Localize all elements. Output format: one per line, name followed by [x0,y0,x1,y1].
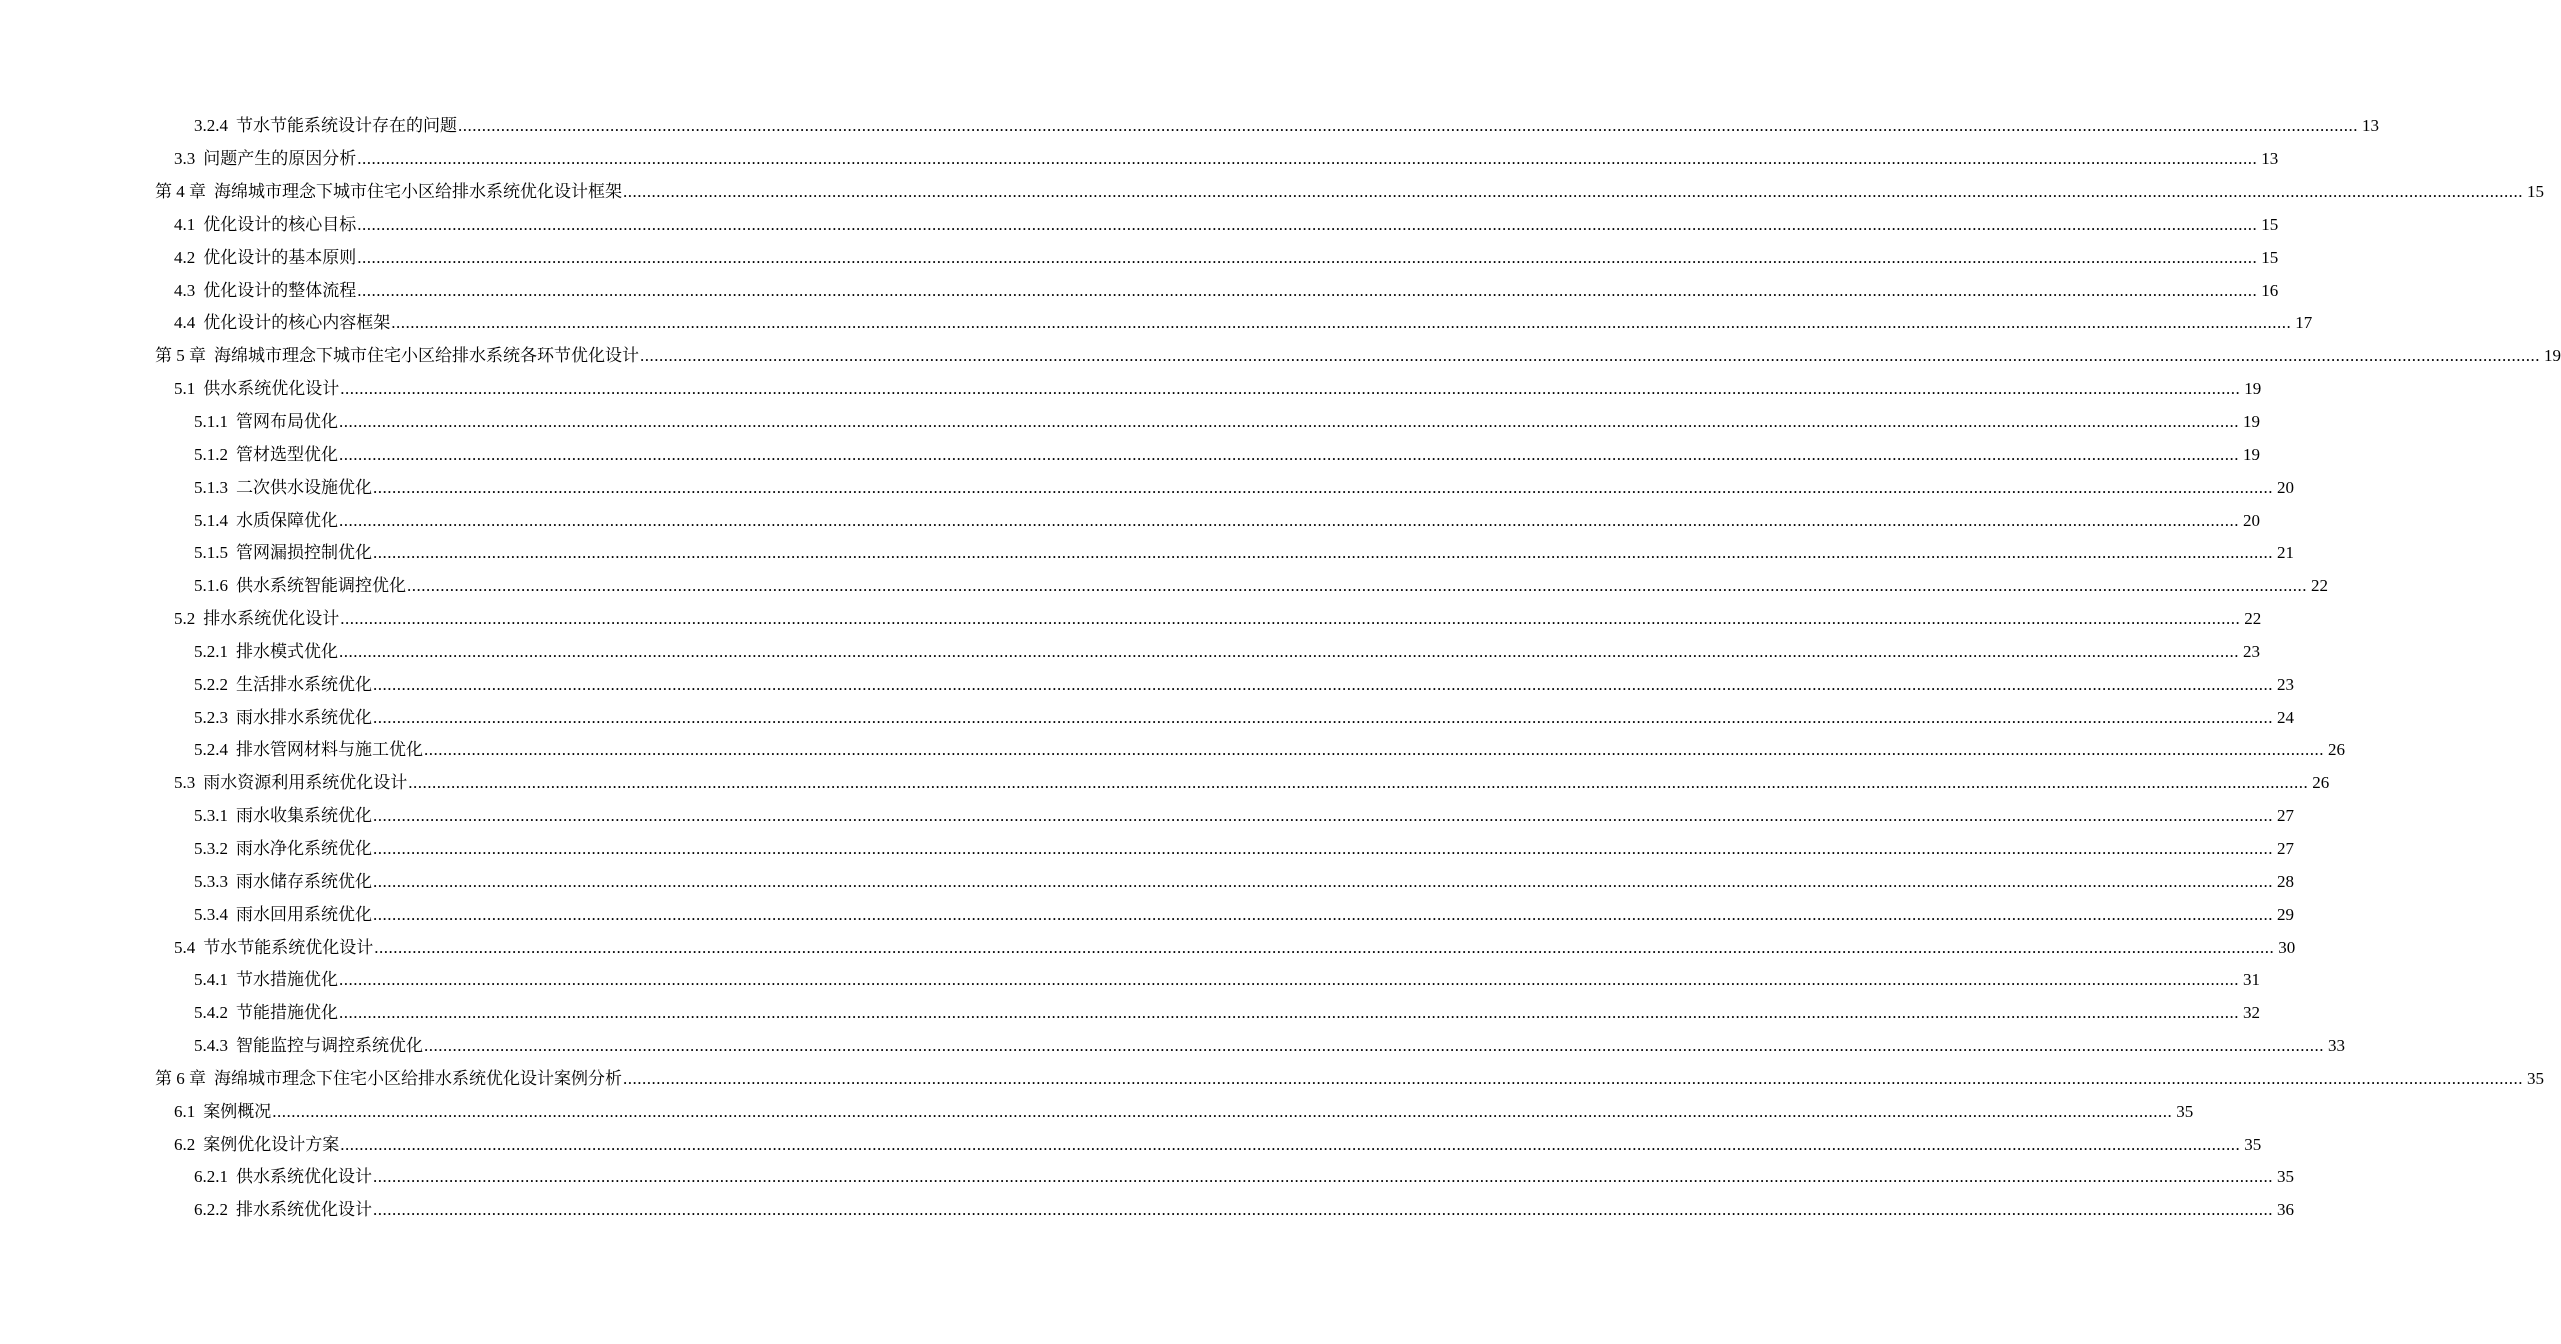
toc-entry-heading [194,116,457,136]
toc-subsection-entry[interactable] [0,471,2294,504]
toc-dot-leader: ................................................................................................................................................................................................................................................................................................................................................................................................................ [373,707,2273,727]
toc-entry-number: 5.2.4 [194,740,228,760]
toc-dot-leader: ................................................................................................................................................................................................................................................................................................................................................................................................................ [339,510,2239,530]
toc-entry-heading [174,938,373,958]
toc-subsection-entry[interactable] [0,734,2345,767]
toc-page-number: 23 [2277,674,2294,694]
toc-section-entry[interactable] [0,307,2313,340]
toc-section-entry[interactable] [0,931,2296,964]
toc-dot-leader: ................................................................................................................................................................................................................................................................................................................................................................................................................ [373,871,2273,891]
toc-dot-leader: ................................................................................................................................................................................................................................................................................................................................................................................................................ [623,182,2523,202]
toc-dot-leader: ................................................................................................................................................................................................................................................................................................................................................................................................................ [339,970,2239,990]
toc-entry-title: 雨水储存系统优化 [236,871,372,891]
toc-dot-leader: ................................................................................................................................................................................................................................................................................................................................................................................................................ [407,576,2307,596]
toc-entry-heading [155,182,622,202]
toc-entry-heading [174,1135,339,1155]
toc-entry-number: 5.3.1 [194,806,228,826]
toc-entry-heading [155,346,639,366]
toc-section-entry[interactable] [0,767,2330,800]
toc-entry-heading [194,872,372,892]
toc-entry-heading [194,1167,372,1187]
toc-entry-number: 5.1.4 [194,510,228,530]
toc-entry-title: 海绵城市理念下城市住宅小区给排水系统各环节优化设计 [214,346,639,366]
toc-dot-leader: ................................................................................................................................................................................................................................................................................................................................................................................................................ [272,1101,2173,1121]
toc-entry-number: 第 6 章 [155,1068,206,1088]
toc-entry-title: 优化设计的核心目标 [203,214,357,234]
toc-entry-title: 优化设计的核心内容框架 [203,313,391,333]
toc-page-number: 26 [2328,740,2345,760]
toc-entry-number: 6.2.1 [194,1167,228,1187]
toc-dot-leader: ................................................................................................................................................................................................................................................................................................................................................................................................................ [373,806,2273,826]
toc-entry-heading [194,905,372,925]
toc-entry-number: 3.3 [174,149,196,169]
toc-page-number: 13 [2261,149,2279,169]
toc-page-number: 15 [2261,214,2279,234]
toc-entry-title: 案例概况 [203,1101,272,1121]
toc-entry-title: 海绵城市理念下城市住宅小区给排水系统优化设计框架 [214,182,622,202]
toc-entry-heading [194,478,372,498]
toc-section-entry[interactable] [0,1095,2194,1128]
toc-entry-heading [194,708,372,728]
toc-entry-number: 4.2 [174,247,196,267]
toc-page-number: 19 [2243,444,2260,464]
toc-section-entry[interactable] [0,373,2262,406]
toc-page-number: 27 [2277,806,2294,826]
toc-entry-number: 5.4.2 [194,1003,228,1023]
toc-subsection-entry[interactable] [0,800,2294,833]
toc-entry-title: 雨水回用系统优化 [236,904,372,924]
toc-entry-heading [194,412,338,432]
toc-dot-leader: ................................................................................................................................................................................................................................................................................................................................................................................................................ [357,214,2258,234]
toc-chapter-entry[interactable] [0,1062,2544,1095]
toc-entry-title: 排水系统优化设计 [203,609,340,629]
toc-entry-title: 供水系统智能调控优化 [236,576,406,596]
toc-page-number: 27 [2277,838,2294,858]
toc-entry-number: 5.4 [174,937,196,957]
toc-entry-title: 节水节能系统优化设计 [203,937,374,957]
toc-entry-number: 5.1.3 [194,477,228,497]
toc-dot-leader: ................................................................................................................................................................................................................................................................................................................................................................................................................ [339,444,2239,464]
toc-page-number: 31 [2243,970,2260,990]
toc-entry-title: 管网漏损控制优化 [236,543,372,563]
toc-entry-number: 5.1.6 [194,576,228,596]
toc-entry-heading [194,511,338,531]
toc-entry-number: 4.3 [174,280,196,300]
toc-entry-title: 节水措施优化 [236,970,338,990]
toc-entry-title: 案例优化设计方案 [203,1134,340,1154]
toc-subsection-entry[interactable] [0,504,2260,537]
table-of-contents [0,110,2561,1227]
toc-chapter-entry[interactable] [0,176,2544,209]
toc-entry-title: 问题产生的原因分析 [203,149,357,169]
toc-entry-number: 6.2.2 [194,1200,228,1220]
toc-entry-heading [194,740,423,760]
toc-dot-leader: ................................................................................................................................................................................................................................................................................................................................................................................................................ [373,1200,2273,1220]
toc-dot-leader: ................................................................................................................................................................................................................................................................................................................................................................................................................ [424,740,2324,760]
toc-entry-title: 排水模式优化 [236,641,338,661]
toc-entry-number: 5.3.3 [194,871,228,891]
toc-subsection-entry[interactable] [0,1161,2294,1194]
toc-entry-title: 雨水排水系统优化 [236,707,372,727]
toc-entry-heading [194,445,338,465]
toc-entry-number: 4.1 [174,214,196,234]
toc-entry-title: 节能措施优化 [236,1003,338,1023]
toc-dot-leader: ................................................................................................................................................................................................................................................................................................................................................................................................................ [640,346,2540,366]
toc-entry-number: 5.3 [174,773,196,793]
toc-page-number: 26 [2312,773,2330,793]
toc-entry-number: 3.2.4 [194,116,228,136]
toc-page-number: 35 [2527,1068,2544,1088]
toc-page-number: 22 [2244,609,2262,629]
toc-page-number: 24 [2277,707,2294,727]
toc-entry-title: 管网布局优化 [236,412,338,432]
toc-dot-leader: ................................................................................................................................................................................................................................................................................................................................................................................................................ [340,1134,2241,1154]
toc-section-entry[interactable] [0,1128,2262,1161]
toc-entry-number: 5.2 [174,609,196,629]
toc-entry-heading [194,576,406,596]
toc-dot-leader: ................................................................................................................................................................................................................................................................................................................................................................................................................ [373,838,2273,858]
toc-entry-number: 第 4 章 [155,182,206,202]
toc-entry-heading [174,1102,271,1122]
toc-dot-leader: ................................................................................................................................................................................................................................................................................................................................................................................................................ [408,773,2309,793]
toc-dot-leader: ................................................................................................................................................................................................................................................................................................................................................................................................................ [373,477,2273,497]
toc-dot-leader: ................................................................................................................................................................................................................................................................................................................................................................................................................ [373,904,2273,924]
toc-page-number: 35 [2277,1167,2294,1187]
toc-subsection-entry[interactable] [0,537,2294,570]
toc-entry-number: 5.1.1 [194,412,228,432]
toc-entry-heading [174,313,390,333]
toc-page-number: 30 [2278,937,2296,957]
toc-entry-number: 6.1 [174,1101,196,1121]
toc-subsection-entry[interactable] [0,997,2260,1030]
toc-entry-heading [174,379,339,399]
toc-page-number: 17 [2295,313,2313,333]
toc-subsection-entry[interactable] [0,833,2294,866]
toc-entry-title: 排水管网材料与施工优化 [236,740,423,760]
toc-entry-heading [174,248,356,268]
toc-subsection-entry[interactable] [0,406,2260,439]
toc-page-number: 19 [2544,346,2561,366]
toc-subsection-entry[interactable] [0,1030,2345,1063]
toc-dot-leader: ................................................................................................................................................................................................................................................................................................................................................................................................................ [374,937,2275,957]
toc-entry-title: 水质保障优化 [236,510,338,530]
toc-entry-heading [194,1200,372,1220]
toc-page-number: 36 [2277,1200,2294,1220]
toc-page-number: 35 [2244,1134,2262,1154]
toc-page-number: 28 [2277,871,2294,891]
toc-subsection-entry[interactable] [0,668,2294,701]
toc-page-number: 21 [2277,543,2294,563]
toc-page-number: 15 [2527,182,2544,202]
toc-entry-number: 5.4.3 [194,1036,228,1056]
toc-entry-title: 雨水收集系统优化 [236,806,372,826]
toc-dot-leader: ................................................................................................................................................................................................................................................................................................................................................................................................................ [357,149,2258,169]
toc-page-number: 19 [2244,379,2262,399]
toc-entry-heading [194,1036,423,1056]
toc-entry-heading [194,970,338,990]
toc-section-entry[interactable] [0,209,2279,242]
toc-entry-heading [174,773,407,793]
toc-entry-title: 供水系统优化设计 [236,1167,372,1187]
toc-page-number: 20 [2243,510,2260,530]
toc-subsection-entry[interactable] [0,701,2294,734]
toc-entry-heading [174,281,356,301]
toc-entry-number: 第 5 章 [155,346,206,366]
toc-page-number: 35 [2176,1101,2194,1121]
toc-page-number: 13 [2362,116,2379,136]
toc-entry-heading [194,642,338,662]
toc-dot-leader: ................................................................................................................................................................................................................................................................................................................................................................................................................ [339,412,2239,432]
toc-subsection-entry[interactable] [0,570,2328,603]
toc-subsection-entry[interactable] [0,438,2260,471]
toc-entry-title: 节水节能系统设计存在的问题 [236,116,457,136]
toc-page-number: 20 [2277,477,2294,497]
toc-subsection-entry[interactable] [0,1194,2294,1227]
toc-entry-heading [194,839,372,859]
toc-dot-leader: ................................................................................................................................................................................................................................................................................................................................................................................................................ [458,116,2358,136]
toc-page-number: 15 [2261,247,2279,267]
toc-entry-heading [194,675,372,695]
toc-entry-title: 智能监控与调控系统优化 [236,1036,423,1056]
toc-dot-leader: ................................................................................................................................................................................................................................................................................................................................................................................................................ [424,1036,2324,1056]
toc-subsection-entry[interactable] [0,898,2294,931]
toc-entry-title: 海绵城市理念下住宅小区给排水系统优化设计案例分析 [214,1068,622,1088]
toc-entry-heading [194,806,372,826]
toc-dot-leader: ................................................................................................................................................................................................................................................................................................................................................................................................................ [357,280,2258,300]
toc-page-number: 16 [2261,280,2279,300]
toc-entry-title: 生活排水系统优化 [236,674,372,694]
toc-subsection-entry[interactable] [0,110,2379,143]
toc-section-entry[interactable] [0,143,2279,176]
toc-chapter-entry[interactable] [0,340,2561,373]
toc-entry-title: 雨水资源利用系统优化设计 [203,773,408,793]
toc-entry-number: 5.3.4 [194,904,228,924]
toc-page-number: 29 [2277,904,2294,924]
toc-dot-leader: ................................................................................................................................................................................................................................................................................................................................................................................................................ [373,543,2273,563]
toc-entry-heading [155,1069,622,1089]
toc-entry-number: 6.2 [174,1134,196,1154]
toc-entry-title: 供水系统优化设计 [203,379,340,399]
toc-entry-title: 排水系统优化设计 [236,1200,372,1220]
toc-page-number: 32 [2243,1003,2260,1023]
toc-dot-leader: ................................................................................................................................................................................................................................................................................................................................................................................................................ [339,1003,2239,1023]
toc-entry-title: 雨水净化系统优化 [236,838,372,858]
toc-subsection-entry[interactable] [0,636,2260,669]
toc-entry-title: 优化设计的基本原则 [203,247,357,267]
toc-entry-title: 二次供水设施优化 [236,477,372,497]
toc-entry-number: 5.1.2 [194,444,228,464]
toc-dot-leader: ................................................................................................................................................................................................................................................................................................................................................................................................................ [623,1068,2523,1088]
toc-entry-number: 5.1.5 [194,543,228,563]
toc-page-number: 33 [2328,1036,2345,1056]
toc-entry-number: 5.2.1 [194,641,228,661]
toc-dot-leader: ................................................................................................................................................................................................................................................................................................................................................................................................................ [339,641,2239,661]
toc-entry-heading [194,1003,338,1023]
toc-page-number: 19 [2243,412,2260,432]
toc-section-entry[interactable] [0,274,2279,307]
toc-dot-leader: ................................................................................................................................................................................................................................................................................................................................................................................................................ [357,247,2258,267]
toc-entry-number: 5.4.1 [194,970,228,990]
toc-dot-leader: ................................................................................................................................................................................................................................................................................................................................................................................................................ [373,1167,2273,1187]
toc-entry-heading [174,215,356,235]
toc-dot-leader: ................................................................................................................................................................................................................................................................................................................................................................................................................ [340,609,2241,629]
toc-section-entry[interactable] [0,603,2262,636]
toc-section-entry[interactable] [0,241,2279,274]
toc-page-number: 22 [2311,576,2328,596]
toc-entry-number: 5.1 [174,379,196,399]
toc-entry-number: 5.3.2 [194,838,228,858]
toc-entry-title: 管材选型优化 [236,444,338,464]
toc-entry-heading [174,149,356,169]
toc-dot-leader: ................................................................................................................................................................................................................................................................................................................................................................................................................ [340,379,2241,399]
toc-subsection-entry[interactable] [0,964,2260,997]
toc-page-number: 23 [2243,641,2260,661]
toc-entry-heading [174,609,339,629]
toc-entry-heading [194,543,372,563]
toc-subsection-entry[interactable] [0,865,2294,898]
toc-entry-number: 5.2.2 [194,674,228,694]
toc-entry-number: 4.4 [174,313,196,333]
toc-dot-leader: ................................................................................................................................................................................................................................................................................................................................................................................................................ [373,674,2273,694]
toc-entry-title: 优化设计的整体流程 [203,280,357,300]
toc-entry-number: 5.2.3 [194,707,228,727]
toc-dot-leader: ................................................................................................................................................................................................................................................................................................................................................................................................................ [391,313,2292,333]
